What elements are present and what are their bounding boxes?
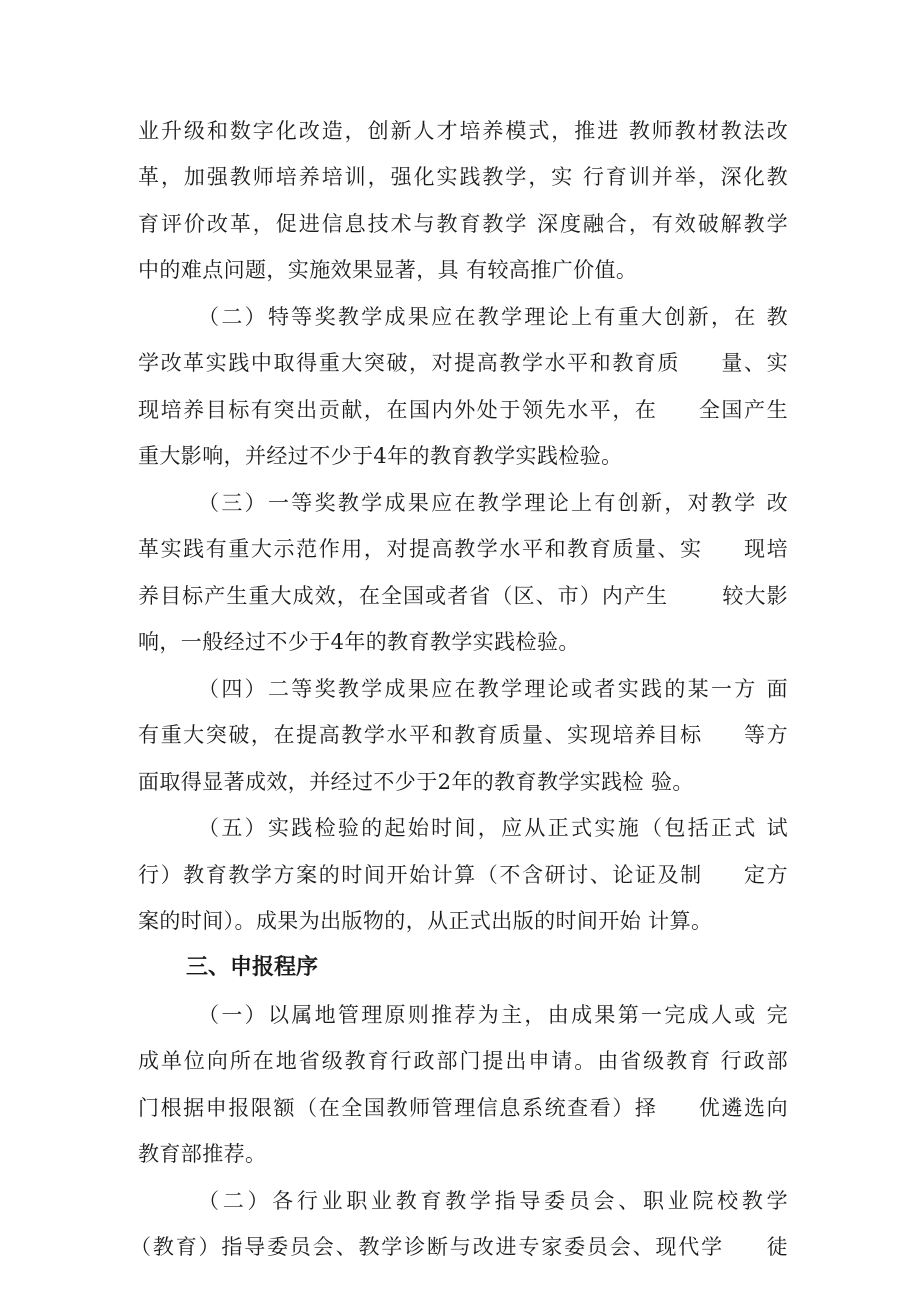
text-line: 行）教育教学方案的时间开始计算（不含研讨、论证及制 定方 (138, 863, 788, 887)
text-line: 育评价改革，促进信息技术与教育教学 深度融合，有效破解教学 (138, 212, 788, 236)
text-line: （五）实践检验的起始时间，应从正式实施（包括正式 试 (198, 816, 788, 840)
text-line: 响，一般经过不少于4年的教育教学实践检验。 (138, 630, 580, 654)
text-line: 现培养目标有突出贡献，在国内外处于领先水平，在 全国产生 (138, 398, 788, 422)
text-line: 中的难点问题，实施效果显著，具 有较高推广价值。 (138, 258, 638, 282)
text-line: （一）以属地管理原则推荐为主，由成果第一完成人或 完 (198, 1003, 788, 1027)
text-line: 革，加强教师培养培训，强化实践教学，实 行育训并举，深化教 (138, 165, 788, 189)
text-line: 有重大突破，在提高教学水平和教育质量、实现培养目标 等方 (138, 723, 788, 747)
text-line: （教育）指导委员会、教学诊断与改进专家委员会、现代学 徒 (130, 1235, 788, 1259)
text-line: 革实践有重大示范作用，对提高教学水平和教育质量、实 现培 (138, 537, 788, 561)
text-line: （四）二等奖教学成果应在教学理论或者实践的某一方 面 (198, 677, 788, 701)
text-line: 门根据申报限额（在全国教师管理信息系统查看）择 优遴选向 (138, 1096, 788, 1120)
text-line: 教育部推荐。 (138, 1142, 267, 1166)
text-line: （二）特等奖教学成果应在教学理论上有重大创新，在 教 (198, 305, 788, 329)
text-line: 学改革实践中取得重大突破，对提高教学水平和教育质 量、实 (138, 351, 788, 375)
text-line: 养目标产生重大成效，在全国或者省（区、市）内产生 较大影 (138, 584, 788, 608)
text-line: 重大影响，并经过不少于4年的教育教学实践检验。 (138, 444, 623, 468)
text-line: 案的时间）。成果为出版物的，从正式出版的时间开始 计算。 (138, 909, 713, 933)
text-line: （二）各行业职业教育教学指导委员会、职业院校教学 (198, 1189, 788, 1213)
text-line: 面取得显著成效，并经过不少于2年的教育教学实践检 验。 (138, 770, 694, 794)
text-line: （三）一等奖教学成果应在教学理论上有创新，对教学 改 (198, 491, 788, 515)
section-heading: 三、申报程序 (186, 955, 319, 980)
text-line: 业升级和数字化改造，创新人才培养模式，推进 教师教材教法改 (138, 119, 788, 143)
text-line: 成单位向所在地省级教育行政部门提出申请。由省级教育 行政部 (138, 1049, 788, 1073)
